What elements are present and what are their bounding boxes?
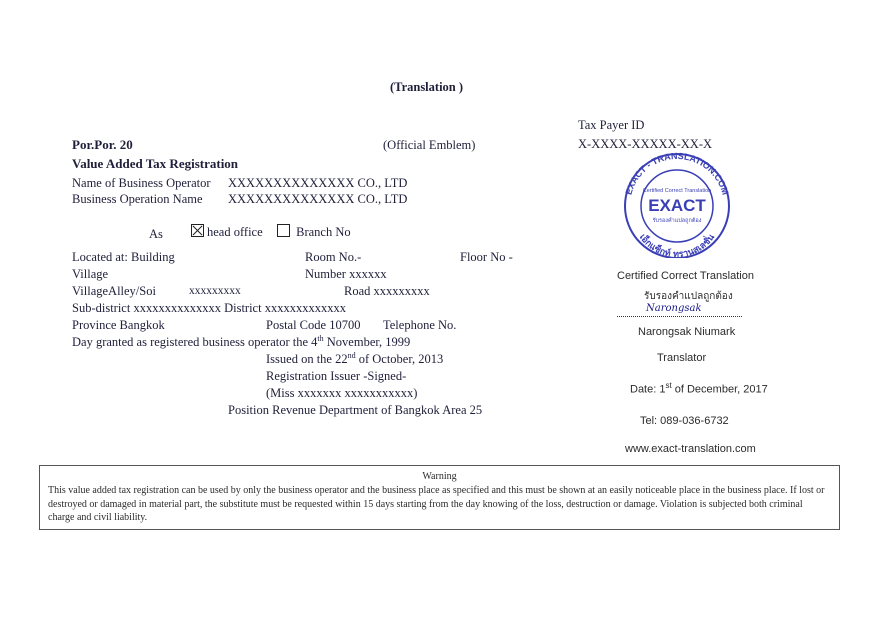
stamp-inner-bottom: รับรองคำแปลถูกต้อง bbox=[652, 218, 702, 224]
telephone-label: Telephone No. bbox=[383, 318, 457, 332]
subdistrict-line: Sub-district xxxxxxxxxxxxxx District xxxxxxxxxxxxx bbox=[72, 301, 346, 315]
form-title: Value Added Tax Registration bbox=[72, 156, 239, 171]
day-granted-prefix: Day granted as registered business operator the 4 bbox=[72, 335, 318, 350]
head-office-option bbox=[191, 224, 263, 240]
issued-sup: nd bbox=[347, 351, 356, 360]
exact-translation-stamp bbox=[614, 148, 740, 258]
stamp-ring-bottom: เอ็กแซ็กท์ ทรานสเลชั่น bbox=[636, 232, 718, 258]
floor-label: Floor No - bbox=[460, 250, 513, 264]
position-label: Position Revenue Department of Bangkok Area 25 bbox=[228, 403, 483, 417]
unchecked-box-icon bbox=[277, 224, 290, 237]
warning-text: This value added tax registration can be used by only the business operator and the business place as specified and this must be shown at an easily noticeable place in the business place. If lost or destroyed or damaged in material part, the substitute must be requested within 15 days starting from the day knowing of the loss, destruction or damage. Violation is subjected both criminal charge and civil liability. bbox=[48, 485, 825, 523]
village-label: Village bbox=[72, 267, 109, 281]
translator-role: Translator bbox=[657, 352, 707, 364]
stamp-brand: EXACT bbox=[648, 196, 706, 215]
road-label: Road xxxxxxxxx bbox=[344, 284, 430, 298]
branch-option bbox=[277, 224, 351, 240]
translator-signature: Narongsak bbox=[646, 303, 702, 314]
form-code: Por.Por. 20 bbox=[72, 137, 133, 152]
stamp-ring-top: EXACT - TRANSLATION.COM bbox=[623, 150, 731, 196]
translator-tel: Tel: 089-036-6732 bbox=[640, 415, 729, 427]
located-label: Located at: Building bbox=[72, 250, 175, 264]
operation-label: Business Operation Name bbox=[72, 192, 203, 206]
province-label: Province Bangkok bbox=[72, 318, 165, 332]
issued-suffix: of October, 2013 bbox=[355, 352, 444, 367]
translator-name: Narongsak Niumark bbox=[638, 326, 736, 338]
day-granted-suffix: November, 1999 bbox=[323, 335, 411, 350]
as-label: As bbox=[149, 227, 163, 241]
alley-label: VillageAlley/Soi bbox=[72, 284, 156, 298]
room-label: Room No.- bbox=[305, 250, 362, 264]
postal-label: Postal Code 10700 bbox=[266, 318, 361, 332]
issuer-name: (Miss xxxxxxx xxxxxxxxxxx) bbox=[266, 386, 418, 400]
operation-value: XXXXXXXXXXXXXX CO., LTD bbox=[228, 192, 408, 206]
certification-date bbox=[630, 381, 768, 396]
checked-box-icon bbox=[191, 224, 204, 237]
issued-prefix: Issued on the 22 bbox=[266, 352, 348, 367]
alley-value: xxxxxxxxx bbox=[189, 285, 241, 297]
date-suffix: of December, 2017 bbox=[671, 383, 768, 396]
issued-line bbox=[266, 351, 443, 367]
warning-box bbox=[39, 465, 840, 530]
official-emblem: (Official Emblem) bbox=[383, 138, 476, 152]
thai-certified-label: รับรองคำแปลถูกต้อง bbox=[644, 291, 733, 302]
translation-label: (Translation ) bbox=[390, 80, 464, 94]
operator-value: XXXXXXXXXXXXXX CO., LTD bbox=[228, 176, 408, 190]
head-office-label: head office bbox=[207, 225, 263, 239]
branch-label: Branch No bbox=[296, 225, 351, 239]
stamp-inner-top: Certified Correct Translation bbox=[642, 188, 712, 194]
issuer-label: Registration Issuer -Signed- bbox=[266, 369, 407, 383]
operator-label: Name of Business Operator bbox=[72, 176, 211, 190]
signature-line bbox=[617, 316, 742, 317]
number-label: Number xxxxxx bbox=[305, 267, 387, 281]
day-granted-line bbox=[72, 334, 410, 350]
warning-title: Warning bbox=[422, 471, 457, 482]
translator-website: www.exact-translation.com bbox=[625, 443, 756, 455]
taxpayer-label: Tax Payer ID bbox=[578, 118, 645, 132]
certified-label: Certified Correct Translation bbox=[617, 270, 754, 282]
taxpayer-id: X-XXXX-XXXXX-XX-X bbox=[578, 137, 713, 151]
date-prefix: Date: 1 bbox=[630, 383, 666, 396]
day-granted-sup: th bbox=[317, 334, 324, 343]
date-sup: st bbox=[665, 381, 672, 390]
